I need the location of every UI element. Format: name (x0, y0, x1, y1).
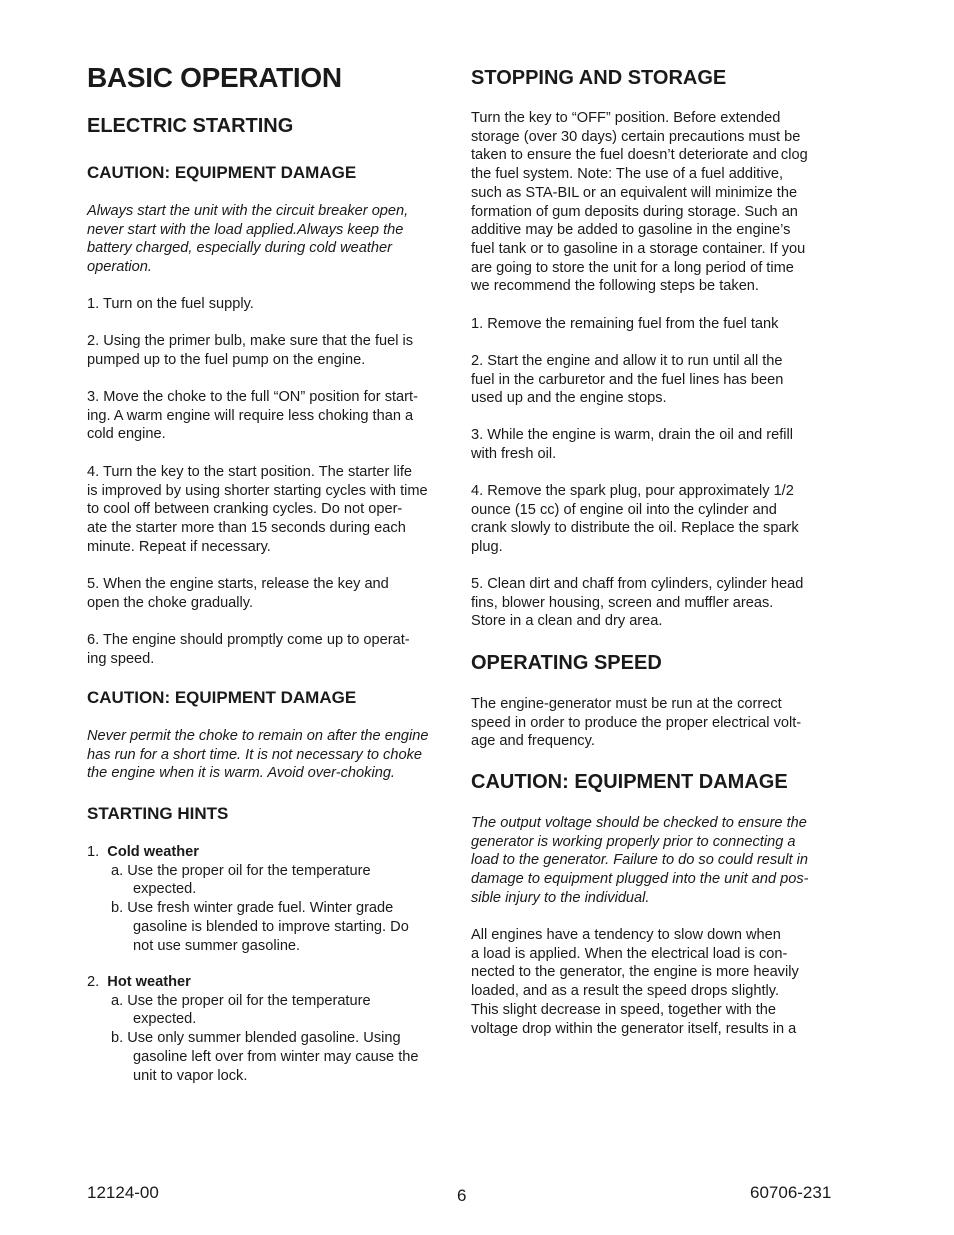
caution-heading-3: CAUTION: EQUIPMENT DAMAGE (471, 771, 788, 793)
text-line: not use summer gasoline. (133, 937, 301, 954)
text-line: fuel tank or to gasoline in a storage container. If you (471, 240, 806, 257)
text-line: additive may be added to gasoline in the engine’s (471, 222, 791, 239)
text-line: storage (over 30 days) certain precautions must be (471, 128, 801, 145)
text-line: are going to store the unit for a long period of time (471, 259, 794, 276)
hint-cold-weather (87, 843, 409, 955)
start-step-6 (87, 631, 410, 668)
text-line: a load is applied. When the electrical load is con- (471, 945, 788, 962)
electric-starting-heading: ELECTRIC STARTING (87, 115, 294, 137)
start-step-4 (87, 463, 428, 557)
text-line: 4. Remove the spark plug, pour approximately 1/2 (471, 483, 794, 499)
text-line: b. Use only summer blended gasoline. Using (111, 1030, 401, 1047)
text-line: load to the generator. Failure to do so could result in (471, 852, 808, 869)
text-line: never start with the load applied.Always keep the (87, 221, 404, 238)
text-line: This slight decrease in speed, together with the (471, 1001, 777, 1018)
speed-text (471, 695, 801, 751)
storage-step-1 (471, 315, 778, 334)
text-line: fuel in the carburetor and the fuel lines has been (471, 371, 784, 388)
caution-heading-2: CAUTION: EQUIPMENT DAMAGE (87, 688, 357, 707)
text-line: plug. (471, 539, 503, 556)
footer-part-number: 60706-231 (750, 1183, 832, 1202)
text-line: minute. Repeat if necessary. (87, 538, 271, 555)
text-line: speed in order to produce the proper electrical volt- (471, 714, 802, 731)
text-line: nected to the generator, the engine is more heavily (471, 964, 799, 981)
text-line: with fresh oil. (471, 445, 557, 462)
text-line: 4. Turn the key to the start position. The starter life (87, 464, 413, 480)
text-line: 6. The engine should promptly come up to operat- (87, 632, 410, 648)
text-line: formation of gum deposits during storage. Such an (471, 203, 798, 220)
stopping-text (471, 109, 808, 296)
engines-text (471, 926, 799, 1038)
text-line: damage to equipment plugged into the unit and pos- (471, 871, 809, 888)
text-line: a. Use the proper oil for the temperature (111, 862, 371, 879)
text-line: ing. A warm engine will require less choking than a (87, 407, 414, 424)
text-line: such as STA-BIL or an equivalent will minimize the (471, 184, 798, 201)
footer-doc-number: 12124-00 (87, 1183, 159, 1202)
text-line: 1. Turn on the fuel supply. (87, 296, 254, 312)
caution-heading-1: CAUTION: EQUIPMENT DAMAGE (87, 163, 357, 182)
hint-hot-weather (87, 973, 419, 1085)
text-line: All engines have a tendency to slow down when (471, 927, 781, 943)
text-line: Turn the key to “OFF” position. Before extended (471, 110, 781, 126)
caution-text-3 (471, 814, 809, 908)
text-line: 2. Using the primer bulb, make sure that the fuel is (87, 333, 414, 349)
start-step-5 (87, 575, 389, 612)
start-step-1 (87, 295, 254, 314)
operating-speed-heading: OPERATING SPEED (471, 652, 662, 674)
text-line: taken to ensure the fuel doesn’t deteriorate and clog (471, 147, 808, 164)
stopping-storage-heading: STOPPING AND STORAGE (471, 67, 727, 89)
text-line: age and frequency. (471, 733, 595, 750)
page-number: 6 (457, 1186, 467, 1205)
text-line: Store in a clean and dry area. (471, 613, 663, 630)
storage-step-2 (471, 352, 783, 408)
page-title: BASIC OPERATION (87, 62, 342, 93)
text-line: we recommend the following steps be taken. (471, 278, 759, 295)
text-line: b. Use fresh winter grade fuel. Winter grade (111, 900, 394, 917)
text-line: pumped up to the fuel pump on the engine. (87, 351, 366, 368)
text-line: expected. (133, 1011, 197, 1028)
caution-text-2 (87, 727, 429, 783)
starting-hints-heading: STARTING HINTS (87, 804, 229, 823)
text-line: used up and the engine stops. (471, 390, 667, 407)
text-line: loaded, and as a result the speed drops slightly. (471, 983, 780, 1000)
text-line: 5. When the engine starts, release the key and (87, 576, 389, 592)
text-line: 5. Clean dirt and chaff from cylinders, cylinder head (471, 576, 804, 592)
hint-title: Hot weather (107, 974, 191, 990)
text-line: expected. (133, 881, 197, 898)
text-line: the fuel system. Note: The use of a fuel additive, (471, 166, 784, 183)
text-line: ate the starter more than 15 seconds during each (87, 520, 406, 537)
text-line: 1. Remove the remaining fuel from the fuel tank (471, 316, 779, 332)
text-line: Never permit the choke to remain on after the engine (87, 728, 429, 744)
text-line: gasoline left over from winter may cause the (133, 1048, 419, 1065)
text-line: 3. While the engine is warm, drain the oil and refill (471, 427, 794, 443)
text-line: open the choke gradually. (87, 594, 254, 611)
caution-text-1 (87, 202, 408, 277)
text-line: gasoline is blended to improve starting. Do (133, 918, 409, 935)
text-line: The engine-generator must be run at the correct (471, 696, 782, 712)
text-line: battery charged, especially during cold weather (87, 240, 393, 257)
storage-step-3 (471, 426, 793, 463)
text-line: ounce (15 cc) of engine oil into the cylinder and (471, 501, 777, 518)
storage-step-4 (471, 482, 799, 557)
text-line: 2. Start the engine and allow it to run until all the (471, 353, 783, 369)
text-line: voltage drop within the generator itself, results in a (471, 1020, 797, 1037)
text-line: sible injury to the individual. (471, 889, 650, 906)
text-line: ing speed. (87, 650, 155, 667)
text-line: to cool off between cranking cycles. Do not oper- (87, 501, 403, 518)
text-line: the engine when it is warm. Avoid over-choking. (87, 765, 395, 782)
hint-title: Cold weather (107, 844, 199, 860)
text-line: crank slowly to distribute the oil. Replace the spark (471, 520, 799, 537)
text-line: The output voltage should be checked to ensure the (471, 815, 807, 831)
storage-step-5 (471, 575, 803, 631)
text-line: unit to vapor lock. (133, 1067, 248, 1084)
text-line: cold engine. (87, 426, 166, 443)
text-line: fins, blower housing, screen and muffler areas. (471, 594, 774, 611)
text-line: Always start the unit with the circuit breaker open, (87, 203, 409, 219)
text-line: operation. (87, 259, 152, 276)
hint-number: 2. (87, 974, 100, 990)
text-line: is improved by using shorter starting cycles with time (87, 482, 428, 499)
text-line: generator is working properly prior to connecting a (471, 833, 796, 850)
start-step-2 (87, 332, 413, 369)
hint-number: 1. (87, 844, 100, 860)
start-step-3 (87, 388, 418, 444)
text-line: a. Use the proper oil for the temperature (111, 992, 371, 1009)
text-line: has run for a short time. It is not necessary to choke (87, 746, 423, 763)
text-line: 3. Move the choke to the full “ON” position for start- (87, 389, 418, 405)
